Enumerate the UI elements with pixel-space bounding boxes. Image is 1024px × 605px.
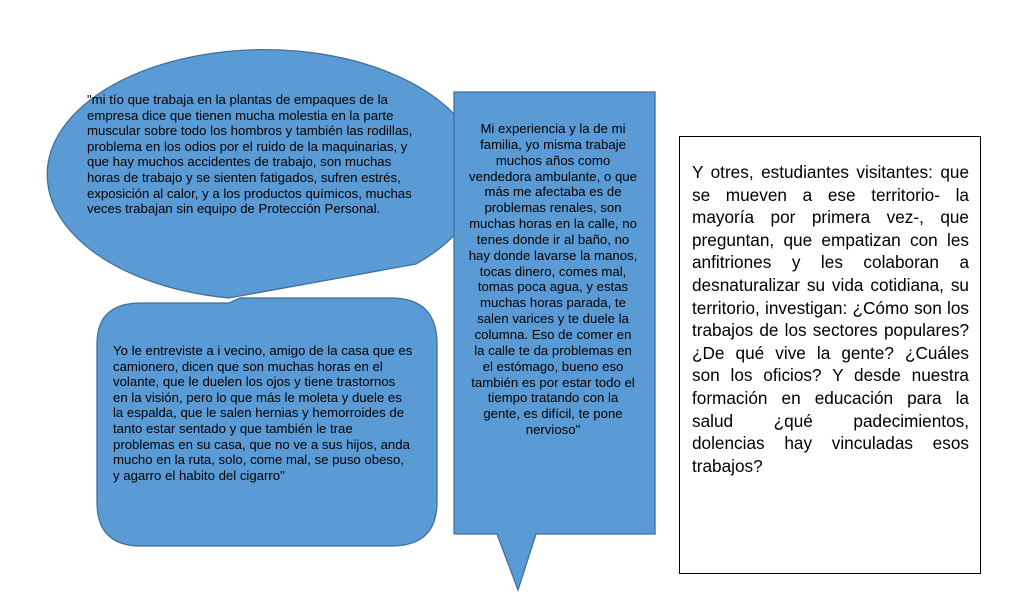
uncle-testimony-text: "mi tío que trabaja en la plantas de empaques de la empresa dice que tienen mucha molestia en la parte muscular sobre todo los hombros y también las rodillas, problema en los odios por el ruido de la maquinarias, y que hay muchos accidentes de trabajo, son muchas horas de trabajo y se sienten fatigados, sufren estrés, exposición al calor, y a los productos químicos, muchas veces trabajan sin equipo de Protección Personal.	[87, 92, 413, 217]
personal-experience-text: Mi experiencia y la de mi familia, yo misma trabaje muchos años como vendedora ambulante, o que más me afectaba es de problemas renales, son muchas horas en la calle, no tenes donde ir al baño, no hay donde lavarse la manos, tocas dinero, comes mal, tomas poca agua, y estas muchas horas parada, te salen varices y te duele la columna. Eso de comer en la calle te da problemas en el estómago, bueno eso también es por estar todo el tiempo tratando con la gente, es difícil, te pone nervioso"	[468, 121, 638, 438]
neighbor-testimony-text: Yo le entreviste a i vecino, amigo de la casa que es camionero, dicen que son muchas horas en el volante, que le duelen los ojos y tiene trastornos en la visión, pero lo que más le moleta y duele es la espalda, que le salen hernias y hemorroides de tanto estar sentado y que también le trae problemas en su casa, que no ve a sus hijos, anda mucho en la ruta, solo, come mal, se puso obeso, y agarro el habito del cigarro"	[113, 343, 413, 483]
visiting-students-text-box: Y otres, estudiantes visitantes: que se mueven a ese territorio- la mayoría por primera vez-, que preguntan, que empatizan con les anfitriones y les colaboran a desnaturalizar su vida cotidiana, su territorio, investigan: ¿Cómo son los trabajos de los sectores populares? ¿De qué vive la gente? ¿Cuáles son los oficios? Y desde nuestra formación en educación para la salud ¿qué padecimientos, dolencias hay vinculadas esos trabajos?	[679, 136, 981, 574]
